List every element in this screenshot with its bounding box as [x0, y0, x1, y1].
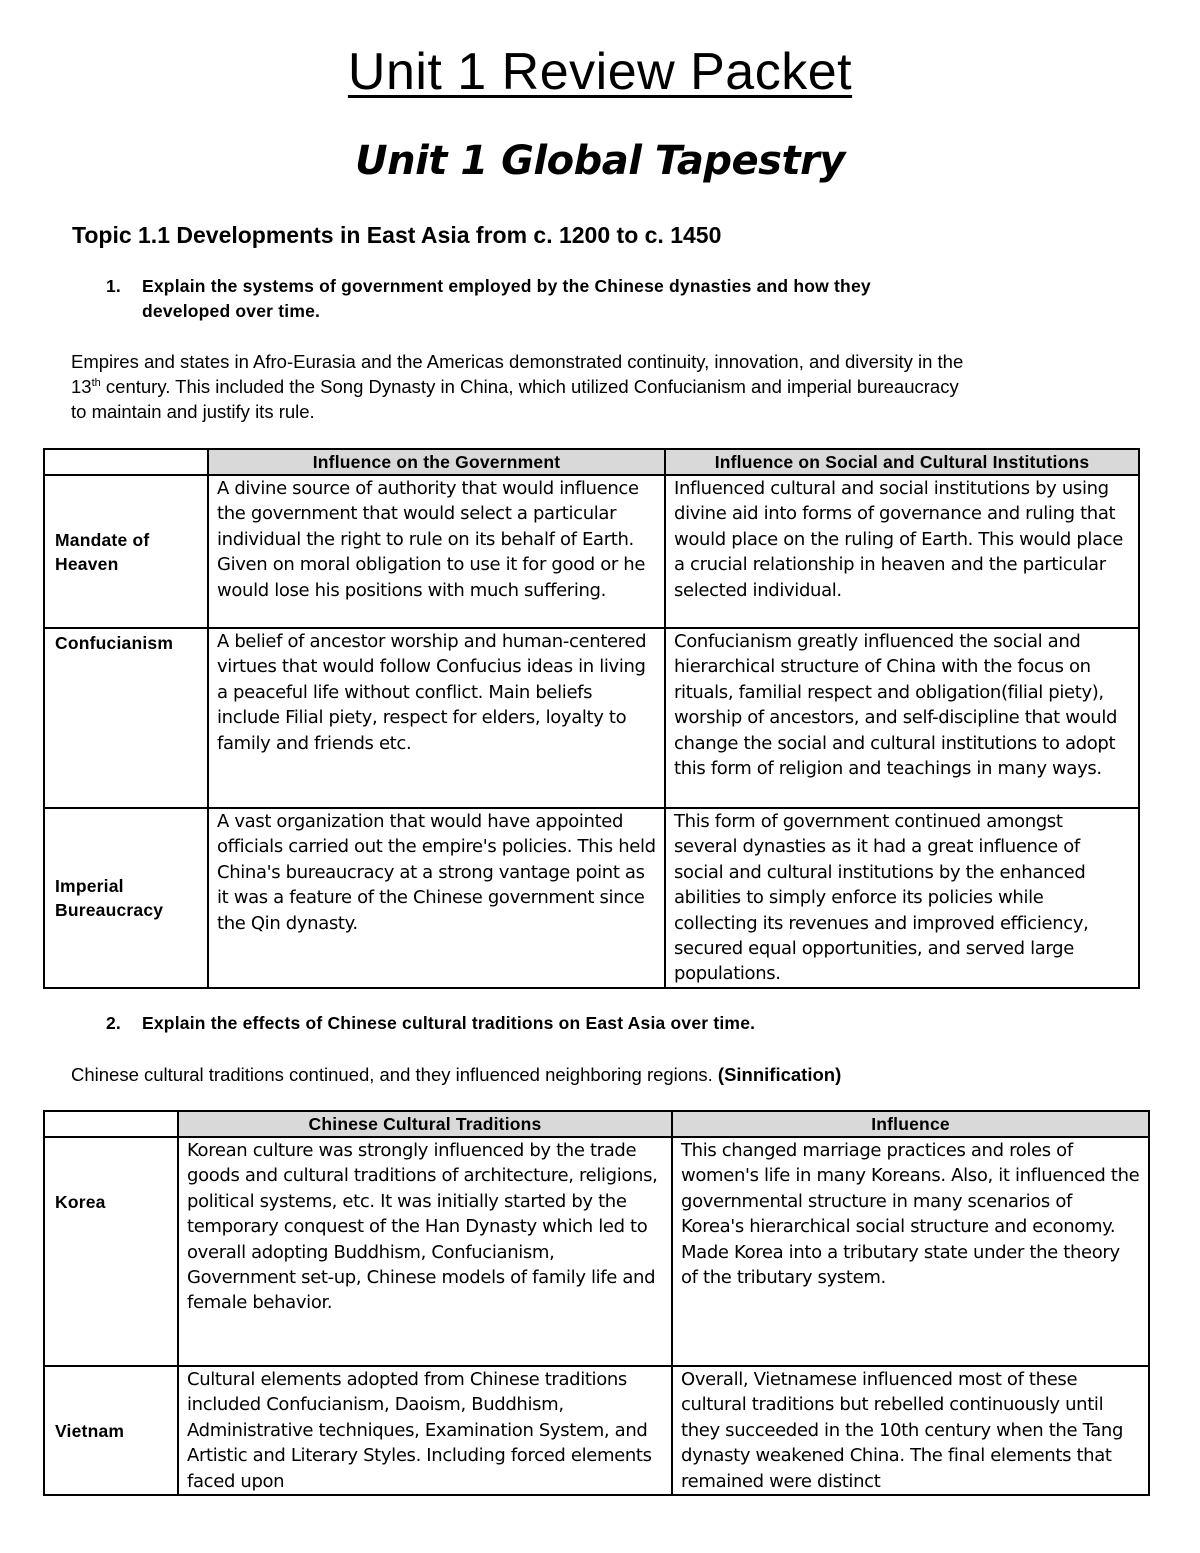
table-header-influence: Influence	[672, 1111, 1149, 1137]
table-row	[44, 1137, 1149, 1366]
cell-government: A belief of ancestor worship and human-centered virtues that would follow Confucius ideas in living a peaceful life without conflict. Main beliefs include Filial piety, respect for elders, loyalty to family and friends etc.	[208, 628, 665, 808]
intro-paragraph-1	[71, 349, 1131, 424]
page-title: Unit 1 Review Packet	[347, 43, 853, 101]
question-2-number: 2.	[106, 1013, 121, 1033]
row-label-bureaucracy: Imperial Bureaucracy	[44, 808, 208, 988]
table-header-blank	[44, 449, 208, 475]
table-row	[44, 808, 1139, 988]
intro-2-text: Chinese cultural traditions continued, and they influenced neighboring regions.	[71, 1064, 718, 1085]
cell-social: Influenced cultural and social institutions by using divine aid into forms of governance and ruling that would place on the ruling of Earth. This would place a crucial relationship in heaven and the particular selected individual.	[665, 475, 1139, 628]
row-label-mandate: Mandate of Heaven	[44, 475, 208, 628]
row-label-confucianism: Confucianism	[44, 628, 208, 808]
question-1-line-2: developed over time.	[142, 301, 321, 321]
table-header-traditions: Chinese Cultural Traditions	[178, 1111, 672, 1137]
table-row	[44, 475, 1139, 628]
intro-1-line-1: Empires and states in Afro-Eurasia and the Americas demonstrated continuity, innovation, and diversity in the	[71, 351, 964, 372]
table-header-row	[44, 1111, 1149, 1137]
row-label-vietnam: Vietnam	[44, 1366, 178, 1495]
cell-government: A divine source of authority that would influence the government that would select a particular individual the right to rule on its behalf of Earth. Given on moral obligation to use it for good or he would lose his positions with much suffering.	[208, 475, 665, 628]
intro-paragraph-2	[71, 1062, 1131, 1087]
intro-1-line-2	[71, 374, 1131, 399]
row-label-korea: Korea	[44, 1137, 178, 1366]
table-header-blank	[44, 1111, 178, 1137]
table-header-social: Influence on Social and Cultural Institutions	[665, 449, 1139, 475]
question-2	[106, 1011, 1046, 1036]
table-header-government: Influence on the Government	[208, 449, 665, 475]
cell-social: Confucianism greatly influenced the social and hierarchical structure of China with the focus on rituals, familial respect and obligation(filial piety), worship of ancestors, and self-discipline that would change the social and cultural institutions to adopt this form of religion and teachings in many ways.	[665, 628, 1139, 808]
cultural-traditions-table	[43, 1110, 1150, 1496]
ordinal-number: 13	[71, 376, 92, 397]
question-1-number: 1.	[106, 276, 121, 296]
cell-traditions: Korean culture was strongly influenced by the trade goods and cultural traditions of architecture, religions, political systems, etc. It was initially started by the temporary conquest of the Han Dynasty which led to overall adopting Buddhism, Confucianism, Government set-up, Chinese models of family life and female behavior.	[178, 1137, 672, 1366]
cell-influence: Overall, Vietnamese influenced most of these cultural traditions but rebelled continuously until they succeeded in the 10th century when the Tang dynasty weakened China. The final elements that remained were distinct	[672, 1366, 1149, 1495]
cell-influence: This changed marriage practices and roles of women's life in many Koreans. Also, it influenced the governmental structure in many scenarios of Korea's hierarchical social structure and economy. Made Korea into a tributary state under the theory of the tributary system.	[672, 1137, 1149, 1366]
government-table	[43, 448, 1140, 989]
question-1	[106, 274, 1046, 324]
table-row	[44, 628, 1139, 808]
table-header-row	[44, 449, 1139, 475]
unit-subtitle: Unit 1 Global Tapestry	[355, 138, 845, 184]
intro-1-line-2-rest: century. This included the Song Dynasty in China, which utilized Confucianism and imperial bureaucracy	[100, 376, 959, 397]
cell-government: A vast organization that would have appointed officials carried out the empire's policies. This held China's bureaucracy at a strong vantage point as it was a feature of the Chinese government since the Qin dynasty.	[208, 808, 665, 988]
question-2-text: Explain the effects of Chinese cultural traditions on East Asia over time.	[142, 1013, 756, 1033]
intro-1-line-3: to maintain and justify its rule.	[71, 401, 315, 422]
cell-social: This form of government continued amongst several dynasties as it had a great influence of social and cultural institutions by the enhanced abilities to simply enforce its policies while collecting its revenues and improved efficiency, secured equal opportunities, and served large populations.	[665, 808, 1139, 988]
question-1-line-1: Explain the systems of government employed by the Chinese dynasties and how they	[142, 276, 871, 296]
cell-traditions: Cultural elements adopted from Chinese traditions included Confucianism, Daoism, Buddhism, Administrative techniques, Examination System, and Artistic and Literary Styles. Including forced elements faced upon	[178, 1366, 672, 1495]
table-row	[44, 1366, 1149, 1495]
sinnification-label: (Sinnification)	[717, 1064, 842, 1085]
ordinal-suffix: th	[91, 376, 101, 389]
topic-heading: Topic 1.1 Developments in East Asia from c. 1200 to c. 1450	[72, 222, 722, 248]
